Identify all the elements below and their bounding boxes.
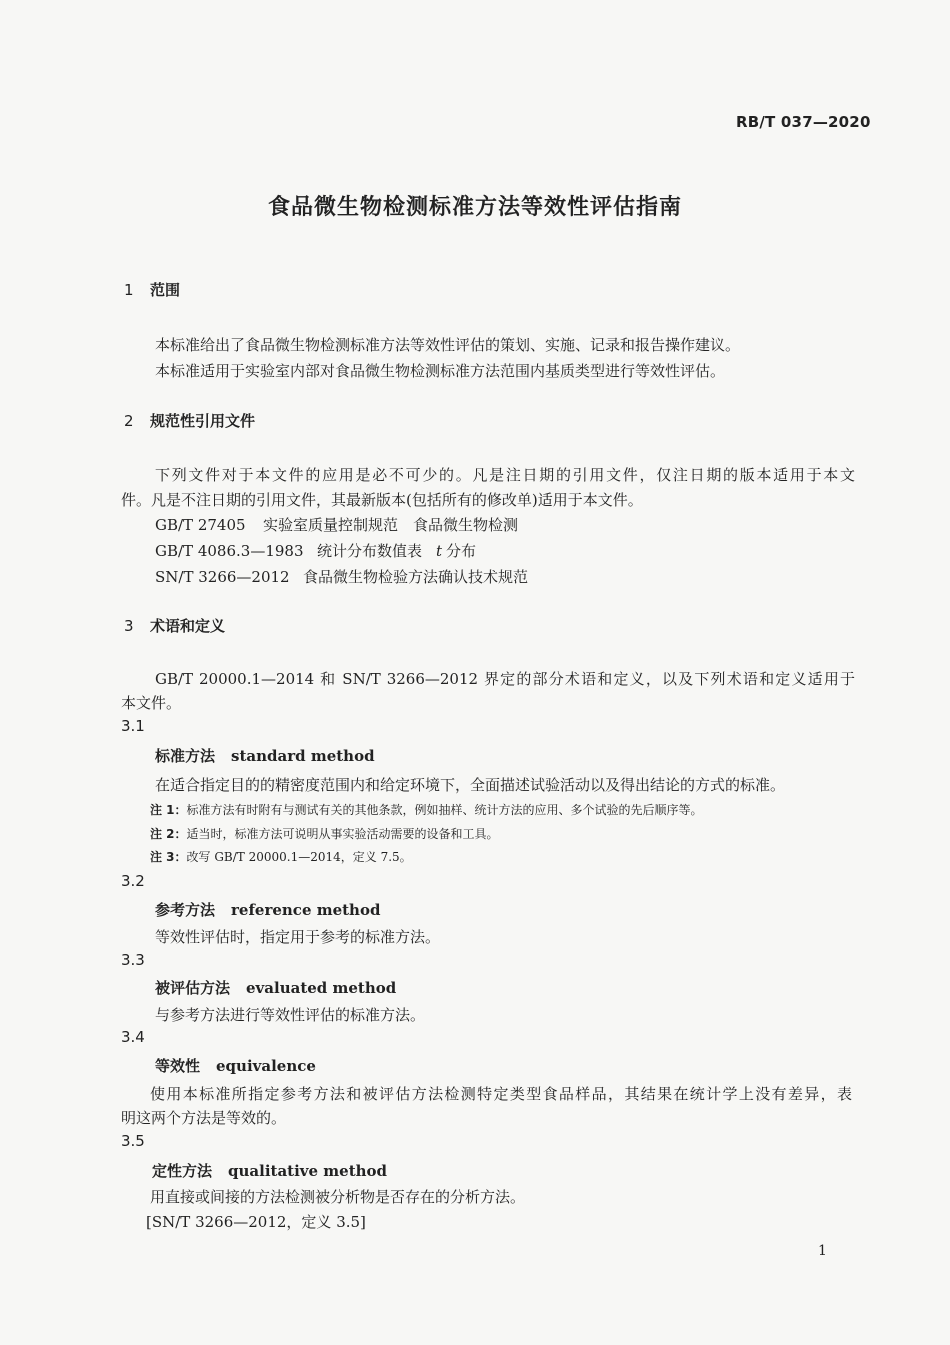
term-definition: 等效性评估时，指定用于参考的标准方法。 bbox=[155, 928, 441, 946]
term-heading bbox=[155, 977, 396, 998]
document-code: RB/T 037—2020 bbox=[736, 113, 871, 131]
note-label: 注 3： bbox=[150, 850, 187, 864]
term-definition-line-1: 使用本标准所指定参考方法和被评估方法检测特定类型食品样品，其结果在统计学上没有差异，表 bbox=[150, 1085, 852, 1103]
reference-item bbox=[155, 514, 518, 535]
reference-title: 食品微生物检验方法确认技术规范 bbox=[303, 568, 529, 586]
term-english: qualitative method bbox=[228, 1162, 388, 1180]
terms-intro-line-2: 本文件。 bbox=[121, 694, 182, 712]
term-heading bbox=[152, 1160, 387, 1181]
term-heading bbox=[155, 899, 380, 920]
term-note bbox=[150, 848, 412, 865]
reference-item bbox=[155, 566, 528, 587]
note-text: 标准方法有时附有与测试有关的其他条款，例如抽样、统计方法的应用、多个试验的先后顺序等。 bbox=[186, 803, 703, 817]
term-chinese: 参考方法 bbox=[155, 901, 216, 919]
term-definition: 与参考方法进行等效性评估的标准方法。 bbox=[155, 1006, 426, 1024]
scope-paragraph-2: 本标准适用于实验室内部对食品微生物检测标准方法范围内基质类型进行等效性评估。 bbox=[155, 362, 726, 380]
terms-intro-line-1: GB/T 20000.1—2014 和 SN/T 3266—2012 界定的部分术语和定义，以及下列术语和定义适用于 bbox=[155, 670, 855, 688]
normative-intro-line-2: 件。凡是不注日期的引用文件，其最新版本(包括所有的修改单)适用于本文件。 bbox=[121, 491, 643, 509]
term-heading bbox=[155, 745, 375, 766]
term-chinese: 被评估方法 bbox=[155, 979, 231, 997]
page-title: 食品微生物检测标准方法等效性评估指南 bbox=[267, 195, 682, 220]
section-title: 术语和定义 bbox=[150, 617, 226, 635]
term-english: standard method bbox=[231, 747, 375, 765]
section-3-heading bbox=[124, 615, 225, 636]
section-1-heading bbox=[124, 279, 180, 300]
reference-code: SN/T 3266—2012 bbox=[155, 568, 290, 586]
term-note bbox=[150, 825, 499, 842]
term-english: equivalence bbox=[216, 1057, 316, 1075]
term-chinese: 等效性 bbox=[155, 1057, 201, 1075]
term-number: 3.5 bbox=[121, 1132, 145, 1150]
term-english: evaluated method bbox=[246, 979, 397, 997]
term-number: 3.3 bbox=[121, 951, 145, 969]
page-number: 1 bbox=[818, 1243, 827, 1259]
term-number: 3.2 bbox=[121, 872, 145, 890]
term-definition-line-2: 明这两个方法是等效的。 bbox=[121, 1109, 287, 1127]
reference-title: 统计分布数值表 bbox=[317, 542, 423, 560]
term-source: [SN/T 3266—2012，定义 3.5] bbox=[146, 1213, 366, 1231]
reference-item bbox=[155, 540, 476, 561]
reference-title: 实验室质量控制规范 食品微生物检测 bbox=[263, 516, 519, 534]
note-text: 适当时，标准方法可说明从事实验活动需要的设备和工具。 bbox=[186, 827, 499, 841]
term-chinese: 定性方法 bbox=[152, 1162, 213, 1180]
reference-title-suffix: 分布 bbox=[446, 542, 477, 560]
section-title: 范围 bbox=[150, 281, 181, 299]
term-english: reference method bbox=[231, 901, 381, 919]
normative-intro-line-1: 下列文件对于本文件的应用是必不可少的。凡是注日期的引用文件，仅注日期的版本适用于本文 bbox=[155, 466, 855, 484]
section-number: 3 bbox=[124, 617, 134, 635]
term-definition: 用直接或间接的方法检测被分析物是否存在的分析方法。 bbox=[150, 1188, 526, 1206]
reference-code: GB/T 27405 bbox=[155, 516, 246, 534]
section-number: 2 bbox=[124, 412, 134, 430]
scope-paragraph-1: 本标准给出了食品微生物检测标准方法等效性评估的策划、实施、记录和报告操作建议。 bbox=[155, 336, 741, 354]
section-2-heading bbox=[124, 410, 255, 431]
term-chinese: 标准方法 bbox=[155, 747, 216, 765]
term-note bbox=[150, 801, 703, 818]
term-number: 3.1 bbox=[121, 717, 145, 735]
term-number: 3.4 bbox=[121, 1028, 145, 1046]
note-text: 改写 GB/T 20000.1—2014，定义 7.5。 bbox=[186, 850, 412, 864]
term-definition: 在适合指定目的的精密度范围内和给定环境下，全面描述试验活动以及得出结论的方式的标准。 bbox=[155, 776, 786, 794]
reference-code: GB/T 4086.3—1983 bbox=[155, 542, 304, 560]
term-heading bbox=[155, 1055, 316, 1076]
note-label: 注 1： bbox=[150, 803, 187, 817]
reference-title-variable: t bbox=[436, 542, 443, 560]
section-number: 1 bbox=[124, 281, 134, 299]
note-label: 注 2： bbox=[150, 827, 187, 841]
section-title: 规范性引用文件 bbox=[150, 412, 256, 430]
